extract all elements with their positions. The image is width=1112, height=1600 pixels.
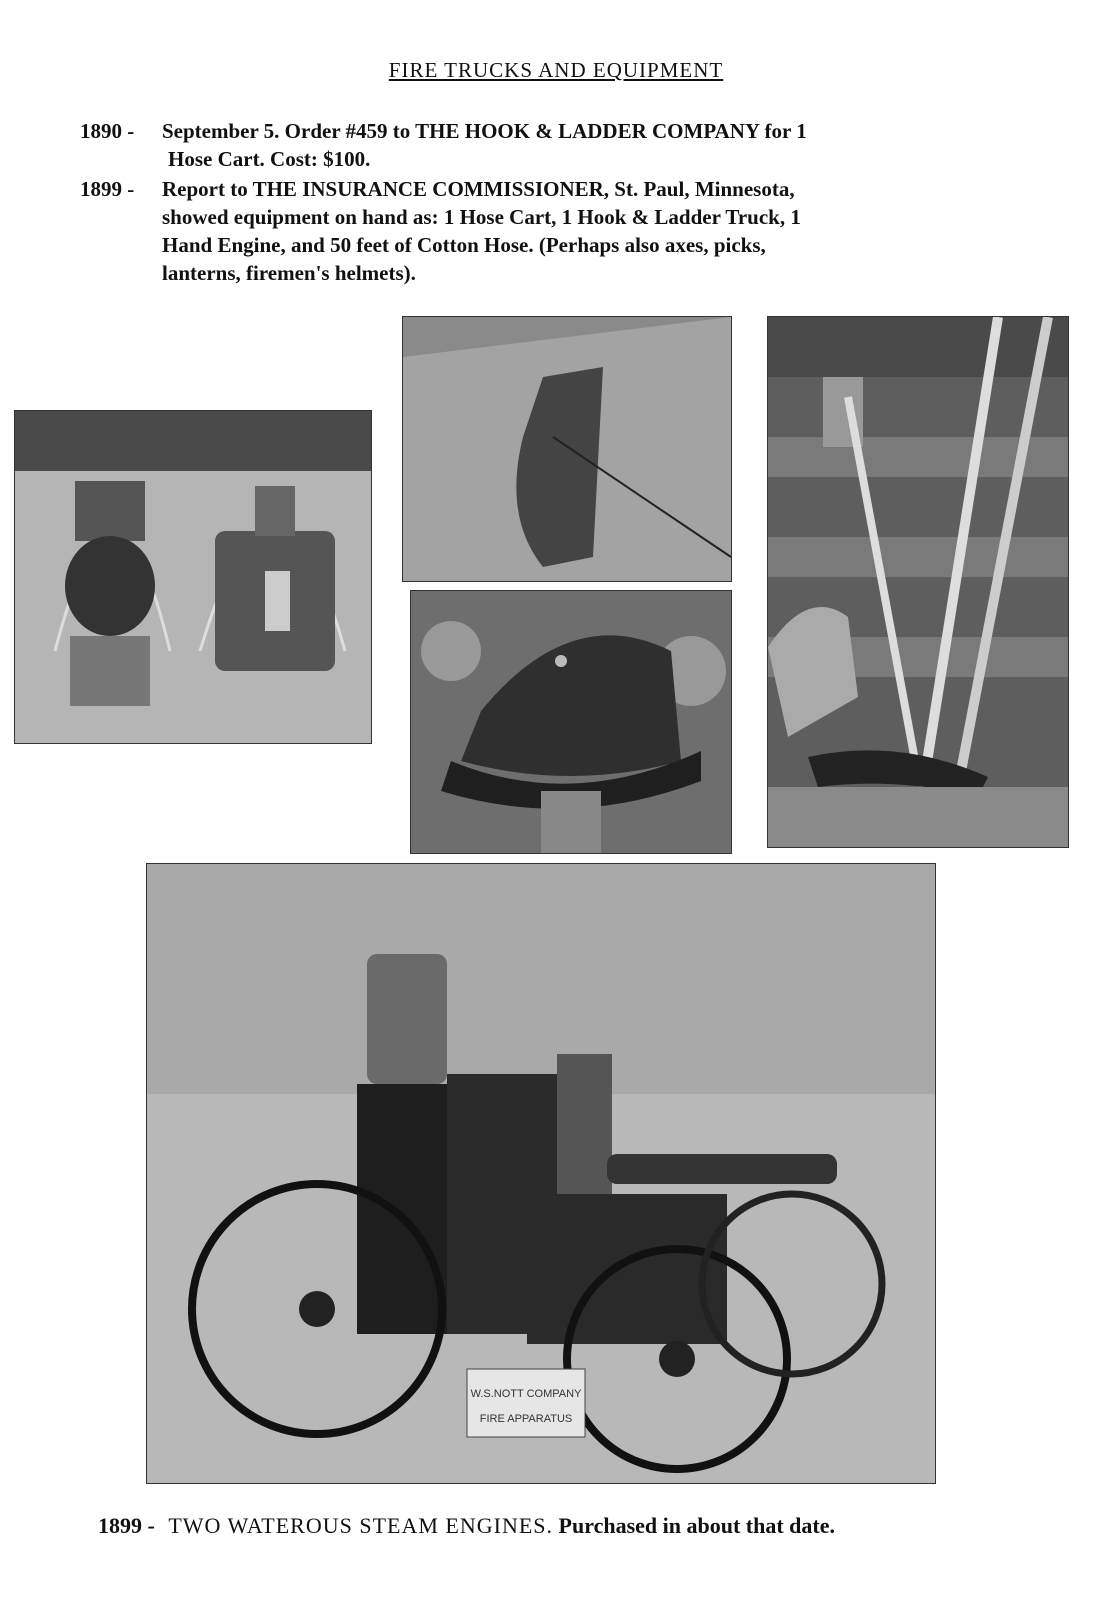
entry-text xyxy=(162,175,962,287)
pick-and-axe-photo xyxy=(767,316,1069,848)
entry-line: Hose Cart. Cost: $100. xyxy=(168,147,371,171)
axe-head-photo xyxy=(402,316,732,582)
photo-caption xyxy=(98,1513,835,1539)
page-title: FIRE TRUCKS AND EQUIPMENT xyxy=(388,58,724,82)
caption-rest: Purchased in about that date. xyxy=(558,1513,835,1538)
entry-line: lanterns, firemen's helmets). xyxy=(162,261,416,285)
entry-line: September 5. Order #459 to THE HOOK & LADDER COMPANY for 1 xyxy=(162,119,807,143)
entry-line: showed equipment on hand as: 1 Hose Cart, 1 Hook & Ladder Truck, 1 xyxy=(162,205,801,229)
fire-helmet-photo xyxy=(410,590,732,854)
entry-1890 xyxy=(80,117,980,177)
steam-engine-photo xyxy=(146,863,936,1484)
caption-year: 1899 - xyxy=(98,1513,155,1538)
entry-line: Report to THE INSURANCE COMMISSIONER, St. Paul, Minnesota, xyxy=(162,177,795,201)
engine-sign-line-2: FIRE APPARATUS xyxy=(479,1413,573,1425)
engine-sign-line-1: W.S.NOTT COMPANY xyxy=(470,1388,582,1400)
entry-1899 xyxy=(80,175,980,295)
lanterns-photo xyxy=(14,410,372,744)
entry-line: Hand Engine, and 50 feet of Cotton Hose. (Perhaps also axes, picks, xyxy=(162,233,766,257)
entry-year: 1890 - xyxy=(80,119,135,143)
entry-text xyxy=(162,117,962,173)
entry-year: 1899 - xyxy=(80,177,135,201)
caption-main: TWO WATEROUS STEAM ENGINES. xyxy=(168,1513,554,1538)
